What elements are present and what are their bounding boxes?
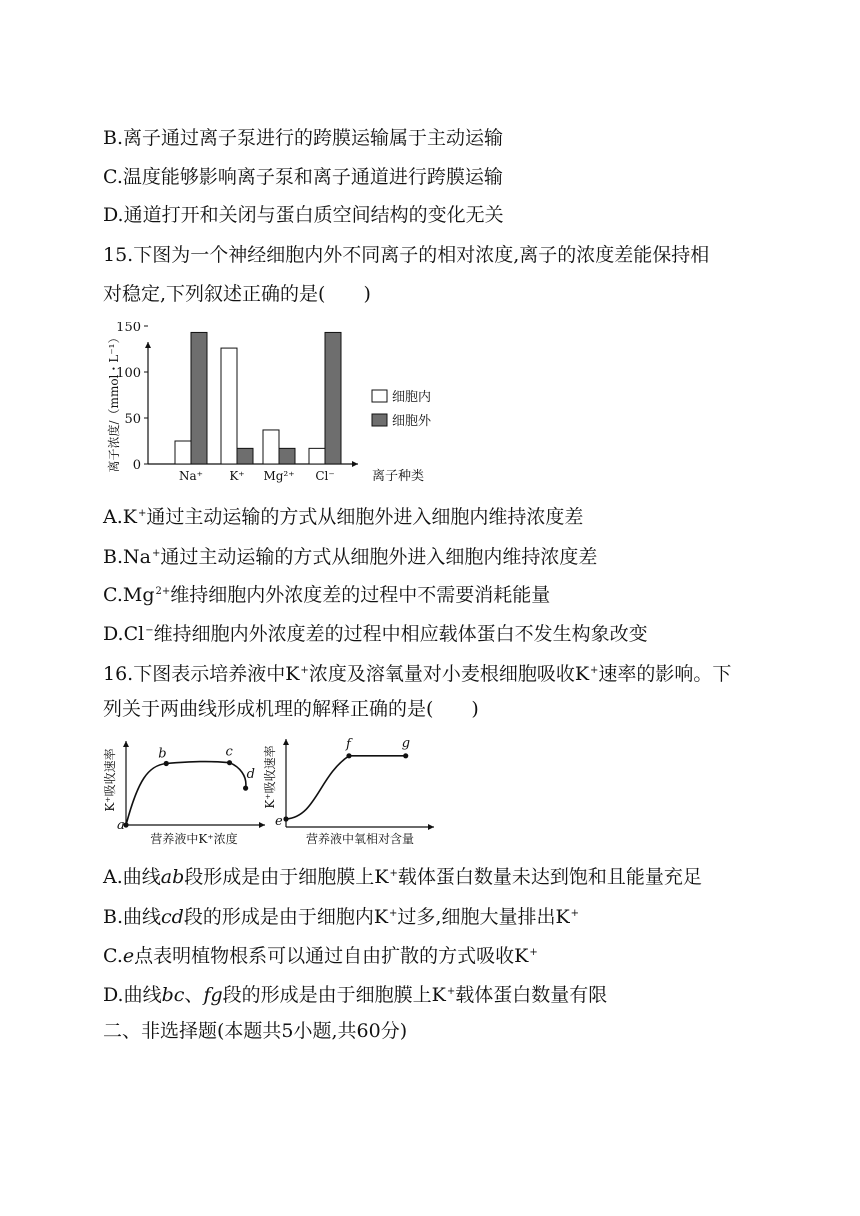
q15-stem-line2: 对稳定,下列叙述正确的是( ) bbox=[103, 283, 371, 305]
y-tick-label: 150 bbox=[116, 322, 141, 335]
section-heading-non-choice: 二、非选择题(本题共5小题,共60分) bbox=[103, 1020, 408, 1042]
y-tick-label: 50 bbox=[124, 412, 141, 427]
x-axis-label: 营养液中K⁺浓度 bbox=[150, 832, 238, 846]
oxygen-content-curve-chart bbox=[260, 735, 440, 850]
bar-outside bbox=[325, 332, 341, 464]
y-tick-label: 0 bbox=[132, 458, 141, 473]
curve-line bbox=[126, 762, 246, 825]
legend-label: 细胞内 bbox=[392, 390, 432, 405]
q15-option-c: $C.Mg^{2+}$维持细胞内外浓度差的过程中不需要消耗能量 bbox=[103, 584, 551, 606]
q15-option-a: A.K+通过主动运输的方式从细胞外进入细胞内维持浓度差 bbox=[103, 506, 584, 528]
bar-inside bbox=[263, 430, 279, 464]
legend-swatch bbox=[372, 390, 387, 402]
y-axis-head bbox=[145, 342, 151, 348]
y-tick-label: 100 bbox=[116, 366, 141, 381]
legend-swatch bbox=[372, 414, 387, 426]
point-b bbox=[164, 761, 169, 766]
q16-option-d: D.曲线bc、fg段的形成是由于细胞膜上K+载体蛋白数量有限 bbox=[103, 984, 608, 1006]
point-f bbox=[346, 753, 351, 758]
point-label-e: e bbox=[275, 814, 283, 829]
point-label-f: f bbox=[346, 736, 351, 752]
point-e bbox=[283, 816, 288, 821]
q15-option-d: D.Cl−维持细胞内外浓度差的过程中相应载体蛋白不发生构象改变 bbox=[103, 623, 648, 645]
q14-option-b: B.离子通过离子泵进行的跨膜运输属于主动运输 bbox=[103, 127, 504, 149]
x-category-label: Mg²⁺ bbox=[263, 469, 295, 483]
q14-option-d: D.通道打开和关闭与蛋白质空间结构的变化无关 bbox=[103, 204, 504, 226]
point-label-a: a bbox=[117, 818, 125, 833]
q16-option-b: B.曲线cd段的形成是由于细胞内K+过多,细胞大量排出K+ bbox=[103, 906, 580, 928]
q16-stem-line2: 列关于两曲线形成机理的解释正确的是( ) bbox=[103, 698, 479, 720]
bar-outside bbox=[279, 448, 295, 464]
x-axis-label: 离子种类 bbox=[372, 469, 425, 484]
point-c bbox=[227, 760, 232, 765]
x-axis-head bbox=[352, 461, 358, 467]
point-d bbox=[243, 786, 248, 791]
q15-option-b: B.Na+通过主动运输的方式从细胞外进入细胞内维持浓度差 bbox=[103, 546, 598, 568]
x-axis-label: 营养液中氧相对含量 bbox=[305, 832, 415, 846]
q16-option-a: A.曲线ab段形成是由于细胞膜上K+载体蛋白数量未达到饱和且能量充足 bbox=[103, 866, 702, 888]
x-axis-head bbox=[428, 824, 434, 830]
curve-line bbox=[286, 756, 406, 819]
legend-label: 细胞外 bbox=[392, 414, 432, 429]
bar-inside bbox=[175, 441, 191, 464]
point-label-b: b bbox=[158, 746, 167, 762]
point-label-g: g bbox=[401, 735, 411, 751]
y-axis-label: K⁺吸收速率 bbox=[103, 748, 117, 812]
x-category-label: Na⁺ bbox=[179, 469, 203, 483]
q16-option-c: C.e点表明植物根系可以通过自由扩散的方式吸收K+ bbox=[103, 945, 538, 967]
point-label-d: d bbox=[246, 767, 255, 783]
x-category-label: K⁺ bbox=[229, 469, 245, 483]
k-concentration-curve-chart bbox=[100, 735, 270, 850]
ion-concentration-bar-chart bbox=[100, 322, 450, 487]
y-axis-label: K⁺吸收速率 bbox=[263, 745, 277, 809]
point-label-c: c bbox=[225, 744, 233, 760]
q14-option-c: C.温度能够影响离子泵和离子通道进行跨膜运输 bbox=[103, 166, 503, 188]
q15-stem-line1: 15.下图为一个神经细胞内外不同离子的相对浓度,离子的浓度差能保持相 bbox=[103, 244, 710, 266]
point-g bbox=[403, 753, 408, 758]
bar-inside bbox=[221, 348, 237, 464]
bar-outside bbox=[237, 448, 253, 464]
x-category-label: Cl⁻ bbox=[315, 469, 335, 483]
y-axis-label: 离子浓度/（mmol・L⁻¹） bbox=[107, 331, 121, 473]
y-axis-head bbox=[123, 741, 129, 747]
bar-outside bbox=[191, 332, 207, 464]
bar-inside bbox=[309, 448, 325, 464]
q16-stem-line1: 16.下图表示培养液中K+浓度及溶氧量对小麦根细胞吸收K+速率的影响。下 bbox=[103, 663, 732, 685]
y-axis-head bbox=[283, 739, 289, 745]
